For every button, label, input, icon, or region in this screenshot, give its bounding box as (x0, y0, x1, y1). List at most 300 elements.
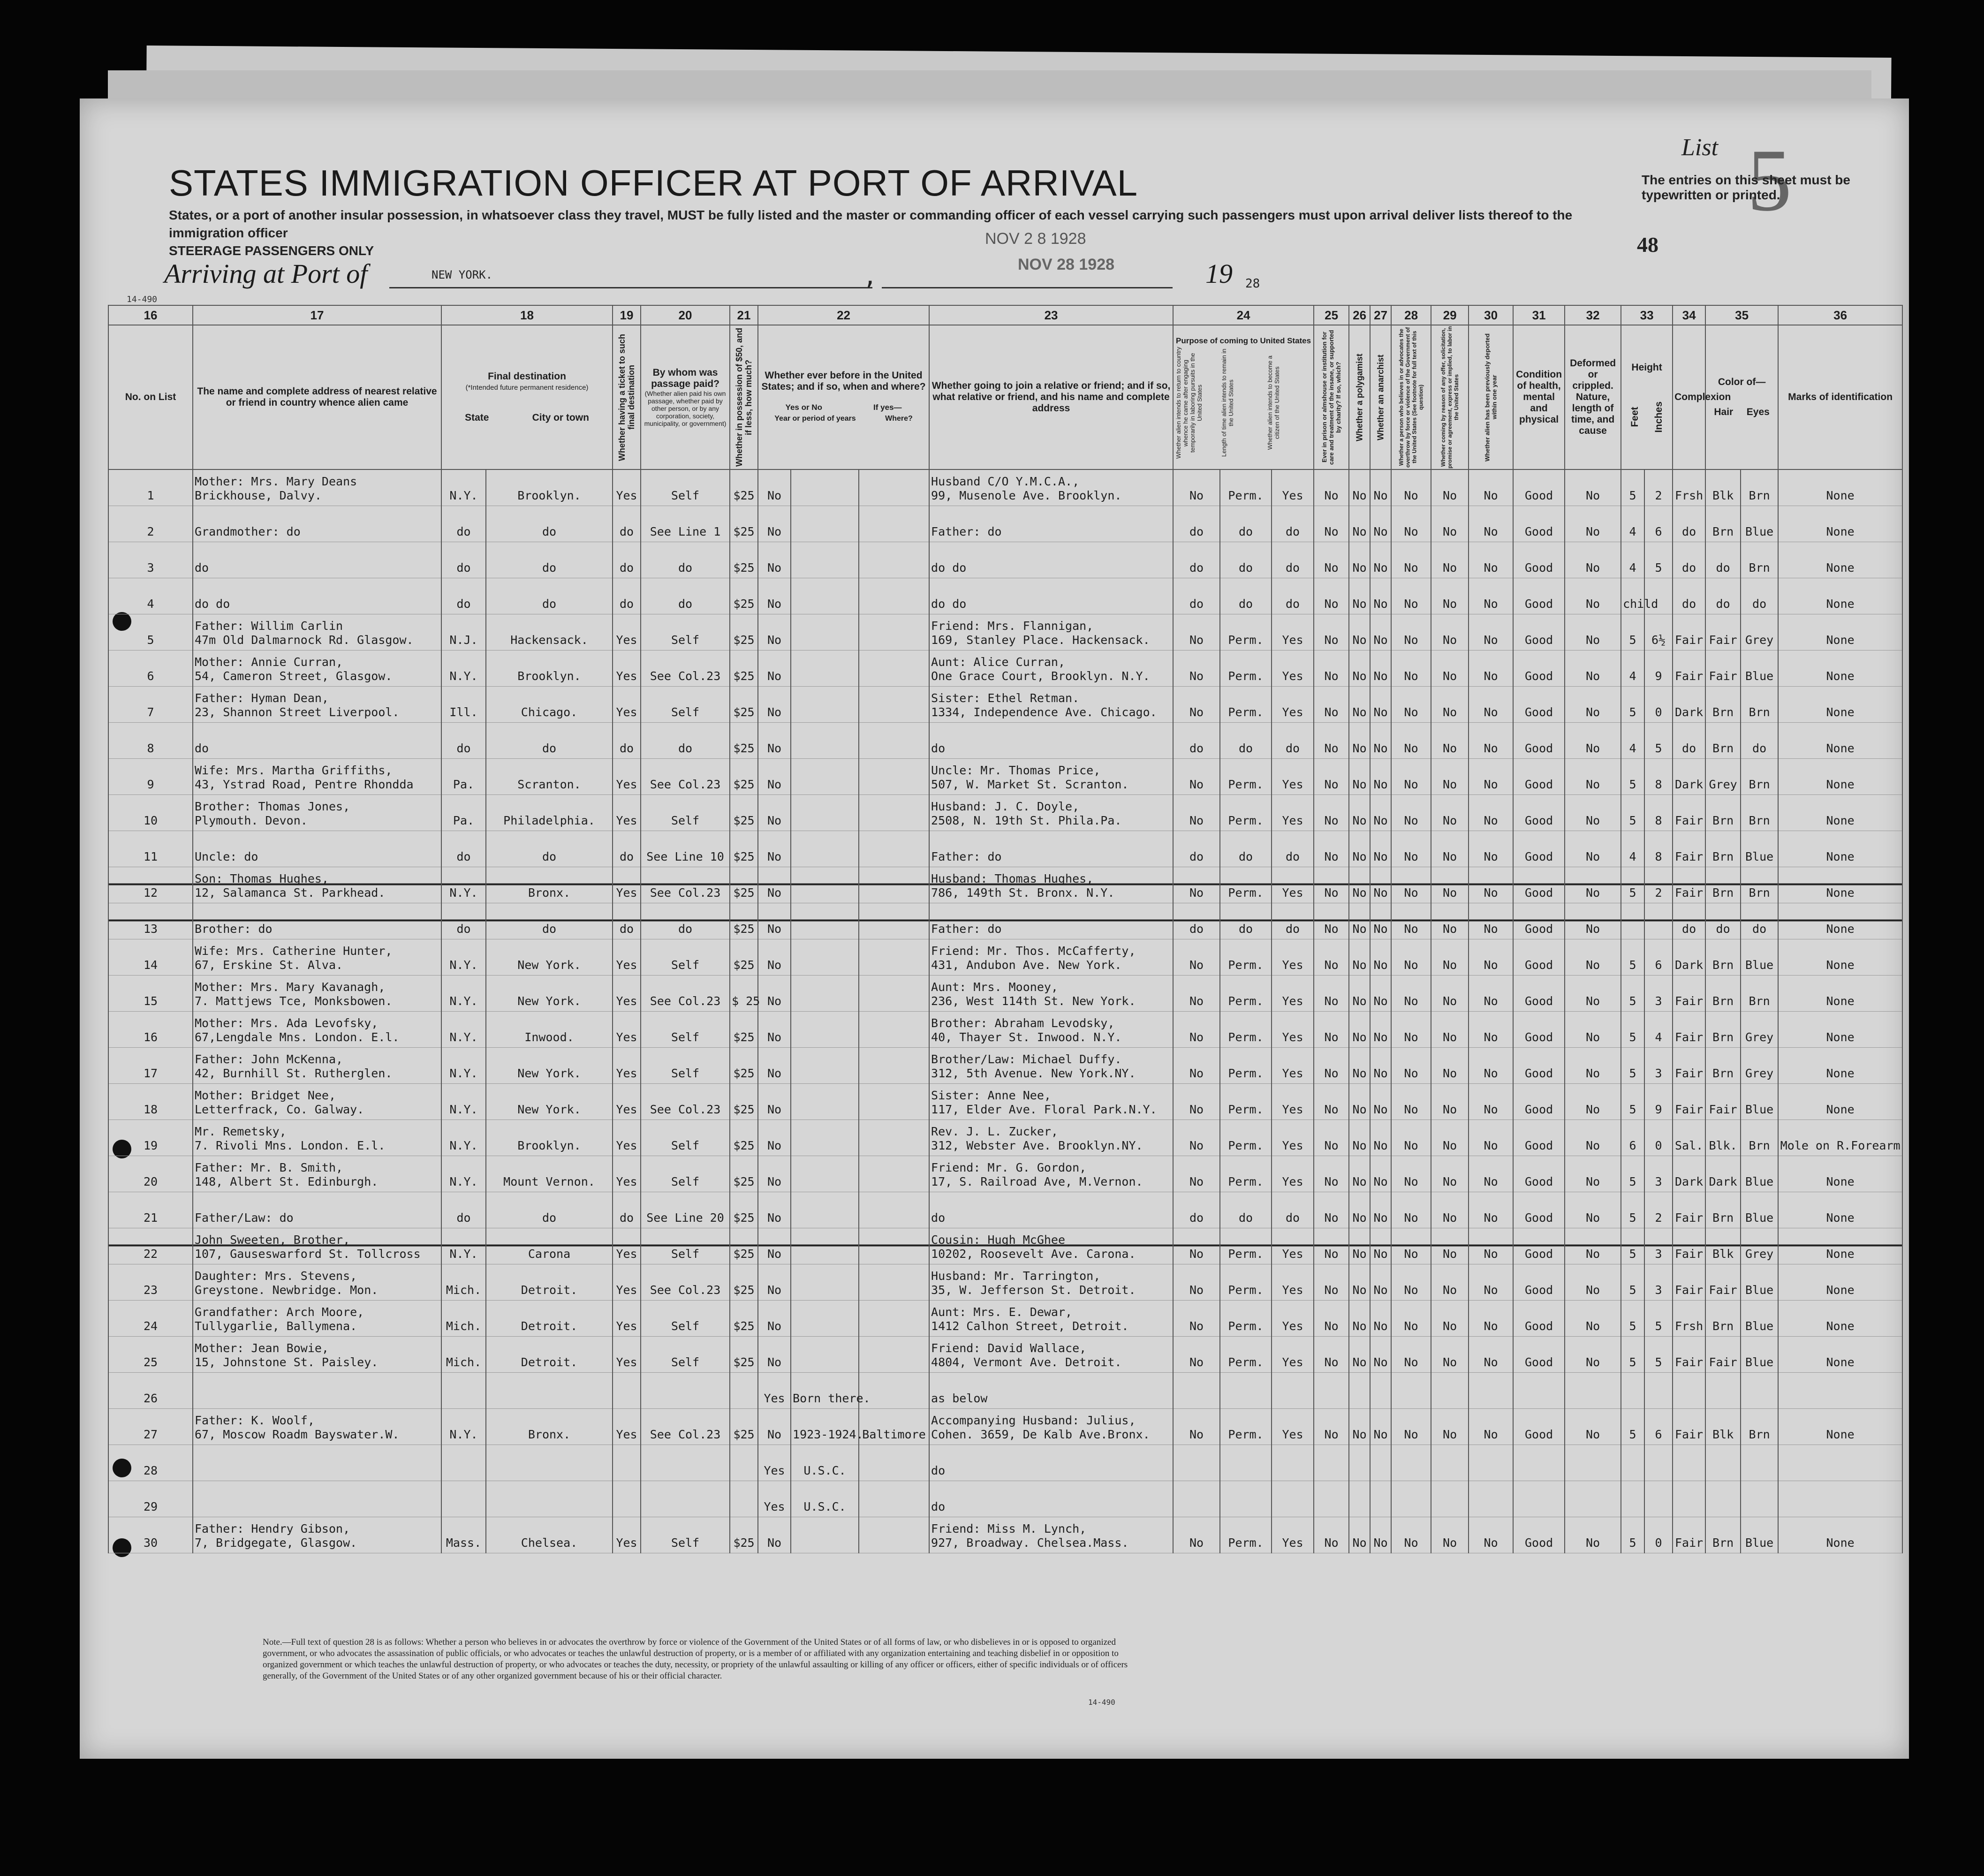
state-cell: N.J. (441, 614, 486, 651)
header-anarchist: Whether an anarchist (1370, 325, 1391, 469)
q30-cell: No (1469, 614, 1513, 651)
q29-cell: No (1431, 867, 1469, 903)
join-cell-line-2: 10202, Roosevelt Ave. Carona. (931, 1247, 1136, 1261)
join-cell-line-2: Cohen. 3659, De Kalb Ave.Bronx. (931, 1428, 1150, 1441)
citizen-cell (1272, 1445, 1314, 1481)
marks-cell: None (1778, 506, 1902, 542)
date-stamp-2: NOV 28 1928 (1018, 256, 1115, 273)
relative-cell (193, 1012, 441, 1048)
join-cell-line-2: 17, S. Railroad Ave, M.Vernon. (931, 1175, 1143, 1188)
length-cell: Perm. (1220, 1301, 1272, 1337)
hair-cell: Blk. (1705, 1120, 1741, 1156)
inches-cell: 3 (1644, 1048, 1673, 1084)
final-destination-label: Final destination (488, 371, 566, 382)
intro-line-2: STEERAGE PASSENGERS ONLY (169, 243, 374, 258)
join-cell-line-2: do (931, 1464, 946, 1477)
year-prefix: 19 (1205, 258, 1233, 289)
year-period-cell (791, 976, 859, 1012)
color-label: Color of— (1718, 377, 1766, 387)
state-cell: Mich. (441, 1264, 486, 1301)
length-cell (1220, 1481, 1272, 1517)
state-cell: N.Y. (441, 867, 486, 903)
city-cell (486, 1373, 613, 1409)
q29-cell: No (1431, 1048, 1469, 1084)
inches-cell: 6 (1644, 506, 1673, 542)
join-cell-line-2: 2508, N. 19th St. Phila.Pa. (931, 814, 1122, 827)
passage-paid-cell: See Col.23 (641, 651, 730, 687)
q30-cell: No (1469, 1228, 1513, 1264)
deformed-cell: No (1565, 506, 1621, 542)
eyes-cell: Brn (1741, 795, 1778, 831)
year-period-cell (791, 723, 859, 759)
citizen-cell (1272, 1481, 1314, 1517)
prison-cell (1314, 1481, 1349, 1517)
relative-cell-line-2: 47m Old Dalmarnock Rd. Glasgow. (195, 633, 414, 647)
ticket-cell: Yes (613, 1409, 641, 1445)
table-row (108, 903, 1902, 939)
q30-cell: No (1469, 651, 1513, 687)
join-cell-line-1: Brother/Law: Michael Duffy. (931, 1052, 1122, 1066)
citizen-cell: Yes (1272, 687, 1314, 723)
join-cell-line-2: as below (931, 1392, 988, 1405)
city-cell: Philadelphia. (486, 795, 613, 831)
join-cell-line-2: do (931, 1211, 946, 1225)
passage-paid-cell: Self (641, 469, 730, 506)
relative-cell-line-2: 54, Cameron Street, Glasgow. (195, 669, 393, 683)
prison-cell: No (1314, 1337, 1349, 1373)
relative-cell-line-2: Uncle: do (195, 850, 258, 863)
state-cell: N.Y. (441, 651, 486, 687)
relative-cell-line-2: 12, Salamanca St. Parkhead. (195, 886, 386, 900)
eyes-cell: Blue (1741, 1156, 1778, 1192)
relative-cell-line-2: do do (195, 597, 230, 611)
join-cell-line-2: do (931, 741, 946, 755)
before-us-cell: No (758, 687, 791, 723)
manifest-table (108, 305, 1903, 1553)
feet-cell: 5 (1621, 687, 1644, 723)
join-cell-line-2: 236, West 114th St. New York. (931, 994, 1136, 1008)
list-label: List (1681, 134, 1719, 161)
inches-cell: 6 (1644, 939, 1673, 976)
feet-cell: 5 (1621, 939, 1644, 976)
table-row (108, 1409, 1902, 1445)
eyes-cell: Blue (1741, 1264, 1778, 1301)
health-cell: Good (1513, 831, 1565, 867)
inches-cell: 2 (1644, 1192, 1673, 1228)
header-q28: Whether a person who believes in or advocates the overthrow by force or violence of the Government of the United States (See footnote for full text of this question) (1391, 325, 1431, 469)
relative-cell-line-1: Grandfather: Arch Moore, (195, 1305, 364, 1319)
prison-cell: No (1314, 542, 1349, 578)
year-period-cell (791, 1301, 859, 1337)
inches-cell: 5 (1644, 1301, 1673, 1337)
eyes-cell: Grey (1741, 1048, 1778, 1084)
prison-cell: No (1314, 651, 1349, 687)
where-cell (859, 1228, 929, 1264)
marks-cell: None (1778, 1301, 1902, 1337)
col-number: 21 (730, 305, 758, 325)
relative-cell (193, 687, 441, 723)
relative-cell (193, 1156, 441, 1192)
ticket-cell: Yes (613, 651, 641, 687)
complexion-cell: do (1673, 506, 1705, 542)
polygamist-cell: No (1349, 1120, 1370, 1156)
inches-cell (1644, 1373, 1673, 1409)
feet-cell: 5 (1621, 976, 1644, 1012)
city-cell: Chicago. (486, 687, 613, 723)
table-row (108, 1337, 1902, 1373)
before-us-cell: No (758, 976, 791, 1012)
before-us-cell: Yes (758, 1481, 791, 1517)
where-cell (859, 1084, 929, 1120)
join-cell-line-2: 1334, Independence Ave. Chicago. (931, 705, 1157, 719)
join-cell (929, 1481, 1173, 1517)
marks-cell: None (1778, 1156, 1902, 1192)
marks-cell: None (1778, 723, 1902, 759)
hair-cell: Blk (1705, 469, 1741, 506)
complexion-cell: Fair (1673, 1409, 1705, 1445)
state-cell: Mich. (441, 1337, 486, 1373)
table-row (108, 1120, 1902, 1156)
polygamist-cell: No (1349, 687, 1370, 723)
row-number: 28 (108, 1445, 193, 1481)
inches-cell: 8 (1644, 795, 1673, 831)
row-number: 12 (108, 867, 193, 903)
relative-cell-line-2: 7. Mattjews Tce, Monksbowen. (195, 994, 393, 1008)
before-us-cell: No (758, 1301, 791, 1337)
eyes-cell: do (1741, 723, 1778, 759)
eyes-cell: Blue (1741, 831, 1778, 867)
header-ticket: Whether having a ticket to such final destination (613, 325, 641, 469)
ticket-cell: do (613, 1192, 641, 1228)
year-period-cell (791, 1337, 859, 1373)
relative-cell-line-1: Mother: Mrs. Mary Kavanagh, (195, 980, 386, 994)
header-marks: Marks of identification (1778, 325, 1902, 469)
state-cell: N.Y. (441, 1156, 486, 1192)
relative-cell-line-1: Father: Hyman Dean, (195, 691, 329, 705)
row-number: 23 (108, 1264, 193, 1301)
before-us-cell: No (758, 795, 791, 831)
hair-cell: do (1705, 903, 1741, 939)
health-cell: Good (1513, 976, 1565, 1012)
row-number: 6 (108, 651, 193, 687)
polygamist-cell: No (1349, 976, 1370, 1012)
return-cell: do (1173, 506, 1220, 542)
eyes-cell: Blue (1741, 1517, 1778, 1553)
join-cell-line-2: 117, Elder Ave. Floral Park.N.Y. (931, 1103, 1157, 1116)
passage-paid-cell: do (641, 542, 730, 578)
eyes-cell: Blue (1741, 1084, 1778, 1120)
q28-cell: No (1391, 867, 1431, 903)
city-cell: New York. (486, 1048, 613, 1084)
join-cell (929, 1156, 1173, 1192)
header-state: State (465, 412, 489, 423)
return-cell: do (1173, 903, 1220, 939)
passage-paid-cell: Self (641, 939, 730, 976)
join-cell-line-2: 786, 149th St. Bronx. N.Y. (931, 886, 1115, 900)
join-cell-line-2: Father: do (931, 850, 1002, 863)
relative-cell (193, 1192, 441, 1228)
list-number: 5 (1747, 131, 1792, 230)
citizen-cell: Yes (1272, 1012, 1314, 1048)
citizen-cell: Yes (1272, 651, 1314, 687)
deformed-cell: No (1565, 1120, 1621, 1156)
header-before-us (758, 325, 929, 469)
q28-cell: No (1391, 903, 1431, 939)
ticket-cell: Yes (613, 1156, 641, 1192)
year-period-cell: 1923-1924. (791, 1409, 859, 1445)
polygamist-cell: No (1349, 1228, 1370, 1264)
join-cell-line-2: do do (931, 561, 967, 575)
length-cell: Perm. (1220, 1264, 1272, 1301)
ticket-cell: Yes (613, 1264, 641, 1301)
citizen-cell (1272, 1373, 1314, 1409)
q30-cell (1469, 1481, 1513, 1517)
prison-cell: No (1314, 1192, 1349, 1228)
return-cell: No (1173, 1264, 1220, 1301)
q28-cell: No (1391, 578, 1431, 614)
q28-cell: No (1391, 651, 1431, 687)
q29-cell: No (1431, 1517, 1469, 1553)
before-us-cell: No (758, 831, 791, 867)
entries-note: The entries on this sheet must be typewritten or printed. (1642, 173, 1850, 202)
relative-cell-line-1: Wife: Mrs. Martha Griffiths, (195, 764, 393, 777)
state-cell: do (441, 1192, 486, 1228)
relative-cell (193, 1301, 441, 1337)
length-cell: Perm. (1220, 1156, 1272, 1192)
before-us-cell: No (758, 614, 791, 651)
row-number: 16 (108, 1012, 193, 1048)
ticket-cell: Yes (613, 939, 641, 976)
table-row (108, 651, 1902, 687)
join-cell-line-2: do (931, 1500, 946, 1513)
passage-note: (Whether alien paid his own passage, whether paid by other person, or by any corporation, society, municipality, or government) (644, 390, 727, 427)
marks-cell: None (1778, 1228, 1902, 1264)
ticket-cell (613, 1373, 641, 1409)
before-us-cell: No (758, 759, 791, 795)
feet-cell: 5 (1621, 867, 1644, 903)
join-cell-line-1: Husband: Mr. Tarrington, (931, 1269, 1101, 1283)
money-cell: $25 (730, 1012, 758, 1048)
complexion-cell: Fair (1673, 1012, 1705, 1048)
feet-cell: 5 (1621, 1048, 1644, 1084)
state-cell: N.Y. (441, 1228, 486, 1264)
money-cell: $25 (730, 723, 758, 759)
relative-cell-line-2: Brother: do (195, 922, 273, 936)
length-cell: Perm. (1220, 867, 1272, 903)
complexion-cell (1673, 1445, 1705, 1481)
row-number: 18 (108, 1084, 193, 1120)
anarchist-cell (1370, 1373, 1391, 1409)
table-row (108, 867, 1902, 903)
q30-cell: No (1469, 939, 1513, 976)
before-us-cell: No (758, 1120, 791, 1156)
hair-cell: do (1705, 578, 1741, 614)
q28-cell: No (1391, 1156, 1431, 1192)
q28-cell: No (1391, 1084, 1431, 1120)
header-where: Where? (885, 415, 913, 423)
q28-cell: No (1391, 1012, 1431, 1048)
marks-cell (1778, 1481, 1902, 1517)
relative-cell-line-1: Father: Hendry Gibson, (195, 1522, 350, 1536)
length-cell: do (1220, 903, 1272, 939)
feet-cell: 5 (1621, 1084, 1644, 1120)
length-cell: do (1220, 723, 1272, 759)
row-number: 26 (108, 1373, 193, 1409)
q28-cell (1391, 1445, 1431, 1481)
row-number: 11 (108, 831, 193, 867)
join-cell (929, 976, 1173, 1012)
header-city: City or town (532, 412, 589, 423)
state-cell: N.Y. (441, 939, 486, 976)
join-cell-line-1: Husband: Thomas Hughes, (931, 872, 1094, 885)
feet-cell: 5 (1621, 1228, 1644, 1264)
health-cell: Good (1513, 1337, 1565, 1373)
join-cell-line-2: 1412 Calhon Street, Detroit. (931, 1319, 1129, 1333)
feet-cell (1621, 1445, 1644, 1481)
join-cell-line-2: 40, Thayer St. Inwood. N.Y. (931, 1030, 1122, 1044)
city-cell: do (486, 578, 613, 614)
before-us-cell: No (758, 1228, 791, 1264)
passage-paid-cell: do (641, 578, 730, 614)
relative-cell (193, 469, 441, 506)
state-cell: N.Y. (441, 1084, 486, 1120)
complexion-cell: Dark (1673, 1156, 1705, 1192)
anarchist-cell: No (1370, 903, 1391, 939)
col-number: 20 (641, 305, 730, 325)
col-number: 18 (441, 305, 613, 325)
where-cell (859, 831, 929, 867)
state-cell: Ill. (441, 687, 486, 723)
inches-cell: 6 (1644, 1409, 1673, 1445)
state-cell (441, 1481, 486, 1517)
q29-cell: No (1431, 651, 1469, 687)
health-cell: Good (1513, 795, 1565, 831)
hair-cell: Fair (1705, 614, 1741, 651)
polygamist-cell: No (1349, 867, 1370, 903)
header-hair: Hair (1714, 407, 1734, 417)
anarchist-cell: No (1370, 759, 1391, 795)
polygamist-cell: No (1349, 578, 1370, 614)
join-cell-line-2: do do (931, 597, 967, 611)
relative-cell (193, 1337, 441, 1373)
deformed-cell: No (1565, 795, 1621, 831)
q29-cell: No (1431, 1337, 1469, 1373)
feet-cell: 4 (1621, 542, 1644, 578)
feet-cell: 5 (1621, 1337, 1644, 1373)
year-period-cell (791, 651, 859, 687)
money-cell: $25 (730, 867, 758, 903)
q30-cell: No (1469, 795, 1513, 831)
q29-cell: No (1431, 506, 1469, 542)
state-cell: Pa. (441, 759, 486, 795)
eyes-cell: Blue (1741, 506, 1778, 542)
passage-paid-cell: Self (641, 1228, 730, 1264)
table-row (108, 1481, 1902, 1517)
intro-line-1: States, or a port of another insular possession, in whatsoever class they travel, MUST be fully listed and the master or commanding officer of each vessel carrying such passengers must upon arrival deliver lists thereof to the immigration officer (169, 208, 1573, 240)
relative-cell-line-1: Mother: Mrs. Ada Levofsky, (195, 1016, 379, 1030)
q29-cell (1431, 1373, 1469, 1409)
marks-cell: None (1778, 831, 1902, 867)
length-cell: Perm. (1220, 759, 1272, 795)
feet-cell (1621, 1481, 1644, 1517)
relative-cell-line-2: Greystone. Newbridge. Mon. (195, 1283, 379, 1297)
join-cell-line-1: Friend: Mr. Thos. McCafferty, (931, 944, 1136, 958)
row-number: 19 (108, 1120, 193, 1156)
money-cell: $25 (730, 506, 758, 542)
join-cell-line-1: Aunt: Alice Curran, (931, 655, 1066, 669)
inches-cell: 0 (1644, 687, 1673, 723)
join-cell (929, 831, 1173, 867)
feet-cell: 5 (1621, 1012, 1644, 1048)
hair-cell: do (1705, 542, 1741, 578)
anarchist-cell: No (1370, 614, 1391, 651)
city-cell: Hackensack. (486, 614, 613, 651)
eyes-cell: Blue (1741, 651, 1778, 687)
inches-cell: 2 (1644, 867, 1673, 903)
deformed-cell: No (1565, 1264, 1621, 1301)
hair-cell: Brn (1705, 939, 1741, 976)
join-cell (929, 723, 1173, 759)
row-number: 9 (108, 759, 193, 795)
feet-cell: 4 (1621, 723, 1644, 759)
q30-cell: No (1469, 759, 1513, 795)
relative-cell-line-2: 23, Shannon Street Liverpool. (195, 705, 400, 719)
health-cell: Good (1513, 578, 1565, 614)
header-eyes: Eyes (1746, 407, 1770, 417)
join-cell-line-2: 35, W. Jefferson St. Detroit. (931, 1283, 1136, 1297)
q29-cell: No (1431, 831, 1469, 867)
before-us-label: Whether ever before in the United States; and if so, when and where? (761, 370, 926, 392)
polygamist-cell: No (1349, 831, 1370, 867)
ticket-cell: Yes (613, 976, 641, 1012)
return-cell: No (1173, 867, 1220, 903)
header-passage (641, 325, 730, 469)
ticket-cell: Yes (613, 1120, 641, 1156)
q28-cell: No (1391, 1264, 1431, 1301)
before-us-cell: No (758, 1337, 791, 1373)
inches-cell: 0 (1644, 1120, 1673, 1156)
length-cell: Perm. (1220, 1337, 1272, 1373)
deformed-cell: No (1565, 831, 1621, 867)
passage-paid-cell: See Col.23 (641, 867, 730, 903)
deformed-cell (1565, 1373, 1621, 1409)
health-cell: Good (1513, 469, 1565, 506)
join-cell-line-2: 431, Andubon Ave. New York. (931, 958, 1122, 972)
prison-cell: No (1314, 795, 1349, 831)
q30-cell: No (1469, 867, 1513, 903)
passage-paid-cell: See Col.23 (641, 1409, 730, 1445)
year-period-cell (791, 469, 859, 506)
footnote: Note.—Full text of question 28 is as follows: Whether a person who believes in or advocates the overthrow by force or violence of the Government of the United States or of all forms of law, or who disbelieves in or is opposed to organized government, or who advocates the assassination of public officials, or who advocates or teaches the unlawful destruction of property, or is a member of or affiliated with any organization entertaining and teaching disbelief in or opposition to organized government or which teaches the unlawful destruction of property, or who advocates or teaches the duty, necessity, or propriety of the unlawful assaulting or killing of any officer or officers, either of specific individuals or of officers generally, of the Government of the United States or of any other organized government because of his or their official character. (263, 1637, 1128, 1681)
q28-cell (1391, 1373, 1431, 1409)
state-cell: N.Y. (441, 976, 486, 1012)
before-us-cell: No (758, 506, 791, 542)
join-cell-line-2: 312, Webster Ave. Brooklyn.NY. (931, 1139, 1143, 1152)
deformed-cell: No (1565, 651, 1621, 687)
row-number: 10 (108, 795, 193, 831)
health-cell: Good (1513, 1228, 1565, 1264)
length-cell: Perm. (1220, 469, 1272, 506)
before-us-cell: No (758, 1264, 791, 1301)
where-cell (859, 1048, 929, 1084)
citizen-cell: do (1272, 506, 1314, 542)
marks-cell (1778, 1373, 1902, 1409)
feet-cell: 5 (1621, 614, 1644, 651)
before-us-cell: Yes (758, 1445, 791, 1481)
polygamist-cell (1349, 1481, 1370, 1517)
anarchist-cell: No (1370, 506, 1391, 542)
q29-cell: No (1431, 1301, 1469, 1337)
